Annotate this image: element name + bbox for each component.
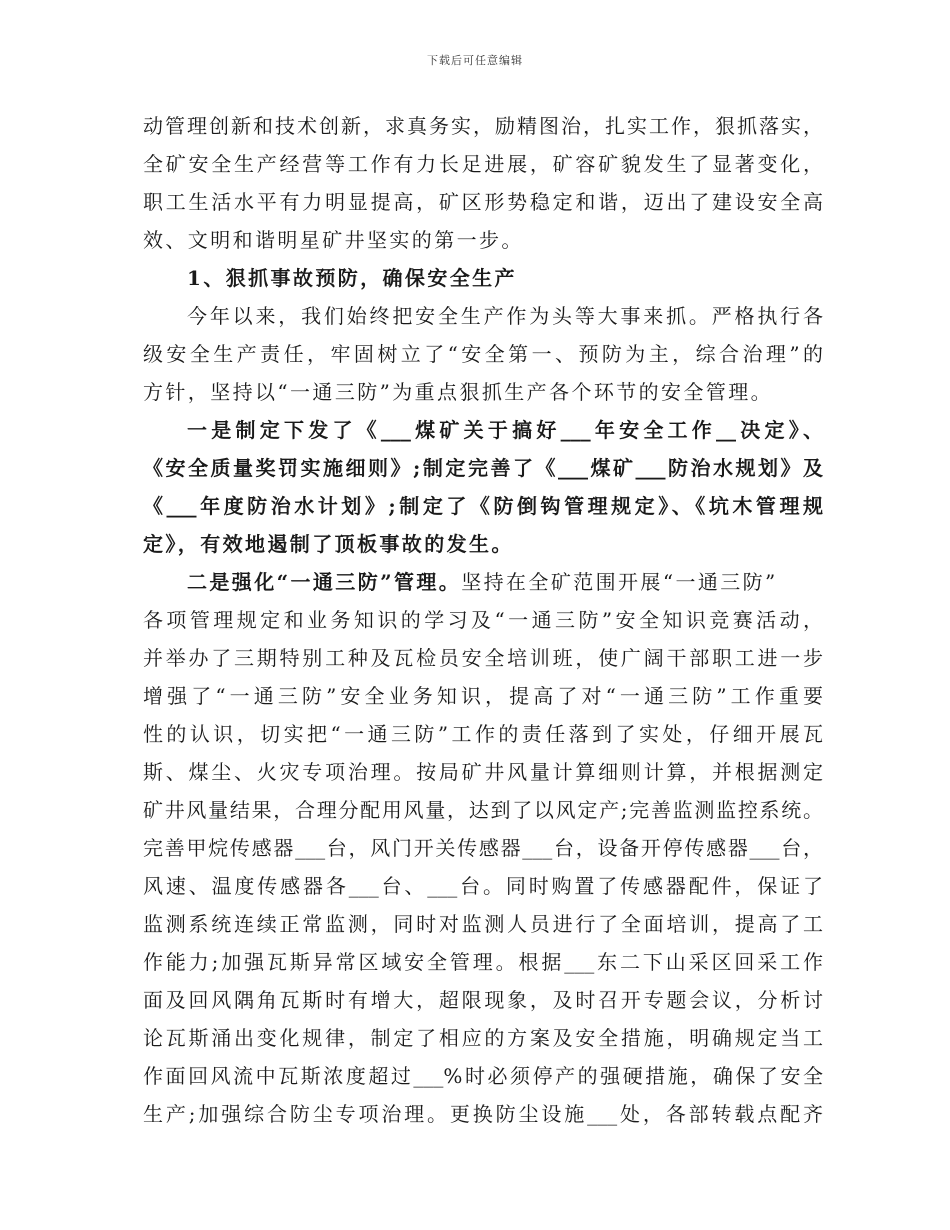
page-header: 下载后可任意编辑 [427, 54, 523, 67]
text-line: 职工生活水平有力明显提高，矿区形势稳定和谐，迈出了建设安全高 [143, 190, 823, 214]
text-line: 动管理创新和技术创新，求真务实，励精图治，扎实工作，狠抓落实， [143, 114, 823, 138]
section-heading: 1、狠抓事故预防，确保安全生产 [187, 266, 517, 290]
text-line: 作面回风流中瓦斯浓度超过___%时必须停产的强硬措施，确保了安全 [143, 1064, 823, 1088]
text-line: 面及回风隅角瓦斯时有增大，超限现象，及时召开专题会议，分析讨 [143, 988, 823, 1012]
text-line: 全矿安全生产经营等工作有力长足进展，矿容矿貌发生了显著变化， [143, 152, 823, 176]
mixed-text-line [143, 563, 823, 601]
text-line: 作能力;加强瓦斯异常区域安全管理。根据___东二下山采区回采工作 [143, 950, 823, 974]
document-body [143, 107, 823, 1133]
text-line: 级安全生产责任，牢固树立了“安全第一、预防为主，综合治理”的 [143, 342, 823, 366]
paragraph-text: 坚持在全矿范围开展“一通三防” [461, 570, 778, 594]
text-line: 生产;加强综合防尘专项治理。更换防尘设施___处，各部转载点配齐 [143, 1102, 823, 1126]
text-line: 监测系统连续正常监测，同时对监测人员进行了全面培训，提高了工 [143, 912, 823, 936]
text-line: 风速、温度传感器各___台、___台。同时购置了传感器配件，保证了 [143, 874, 823, 898]
text-line: 斯、煤尘、火灾专项治理。按局矿井风量计算细则计算，并根据测定 [143, 760, 823, 784]
bold-text-line: 《___年度防治水计划》;制定了《防倒钩管理规定》、《坑木管理规 [143, 494, 823, 518]
text-line: 各项管理规定和业务知识的学习及“一通三防”安全知识竞赛活动， [143, 608, 823, 632]
text-line: 效、文明和谐明星矿井坚实的第一步。 [143, 228, 524, 252]
bold-text-line: 定》，有效地遏制了顶板事故的发生。 [143, 532, 514, 556]
text-line: 矿井风量结果，合理分配用风量，达到了以风定产;完善监测监控系统。 [143, 798, 823, 822]
text-line: 今年以来，我们始终把安全生产作为头等大事来抓。严格执行各 [187, 304, 823, 328]
text-line: 完善甲烷传感器___台，风门开关传感器___台，设备开停传感器___台， [143, 836, 823, 860]
text-line: 性的认识，切实把“一通三防”工作的责任落到了实处，仔细开展瓦 [143, 722, 823, 746]
text-line: 增强了“一通三防”安全业务知识，提高了对“一通三防”工作重要 [143, 684, 823, 708]
text-line: 方针，坚持以“一通三防”为重点狠抓生产各个环节的安全管理。 [143, 380, 774, 404]
text-line: 论瓦斯涌出变化规律，制定了相应的方案及安全措施，明确规定当工 [143, 1026, 823, 1050]
text-line: 并举办了三期特别工种及瓦检员安全培训班，使广阔干部职工进一步 [143, 646, 823, 670]
paragraph-lead: 二是强化“一通三防”管理。 [187, 570, 462, 594]
bold-text-line: 一是制定下发了《___煤矿关于搞好___年安全工作__决定》、 [187, 418, 823, 442]
bold-text-line: 《安全质量奖罚实施细则》;制定完善了《___煤矿___防治水规划》及 [143, 456, 823, 480]
